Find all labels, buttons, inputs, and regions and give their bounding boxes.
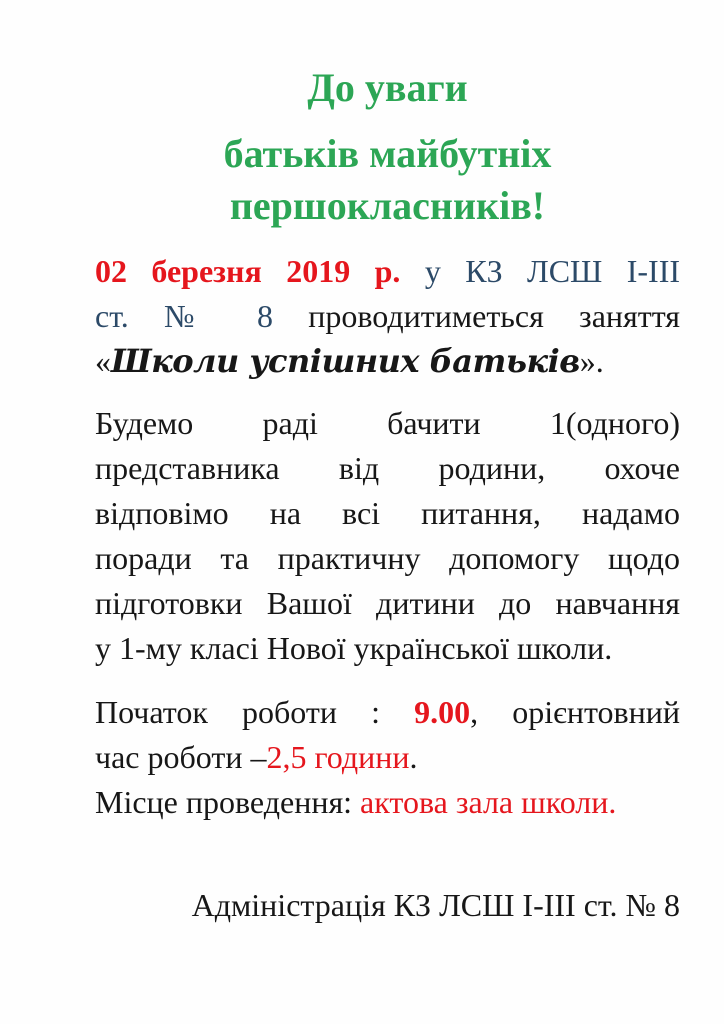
paragraph-line: підготовки Вашої дитини до навчання: [95, 585, 680, 621]
place-value: актова зала школи.: [360, 784, 617, 820]
school-abbreviation-cont: ст. № 8: [95, 298, 274, 334]
page-title: [95, 62, 680, 232]
place-line: [95, 780, 680, 825]
paragraph-line: Будемо раді бачити 1(одного): [95, 405, 680, 441]
intro-line-1: [95, 249, 680, 294]
intro-verb: проводитиметься: [308, 298, 544, 334]
main-paragraph: [95, 401, 680, 671]
paragraph-line: представника від родини, охоче: [95, 450, 680, 486]
school-abbreviation: КЗ ЛСШ І-ІІІ: [465, 253, 681, 289]
start-time-value: 9.00: [414, 694, 471, 730]
event-year: 2019 р.: [286, 253, 401, 289]
document-body: [95, 249, 680, 928]
intro-line-2: [95, 294, 680, 339]
title-line-2: батьків майбутніх: [223, 131, 552, 176]
duration-end: .: [409, 739, 418, 775]
start-time-line: [95, 690, 680, 735]
paragraph-line: відповімо на всі питання, надамо: [95, 495, 680, 531]
intro-line-3: [95, 339, 680, 384]
intro-paragraph: [95, 249, 680, 384]
place-label: Місце проведення:: [95, 784, 353, 820]
title-line-1: До уваги: [307, 65, 468, 110]
quote-open: «: [95, 343, 111, 379]
quote-close: ».: [579, 343, 604, 379]
paragraph-line: у 1-му класі Нової української школи.: [95, 630, 613, 666]
duration-value: 2,5 години: [266, 739, 410, 775]
start-time-label: Початок роботи :: [95, 694, 380, 730]
intro-noun: заняття: [579, 298, 680, 334]
duration-lead: час роботи –: [95, 739, 267, 775]
event-date: 02 березня: [95, 253, 262, 289]
quoted-school-name: Школи успішних батьків: [111, 342, 580, 380]
duration-line: [95, 735, 680, 780]
details-paragraph: [95, 690, 680, 825]
title-line-3: першокласників!: [229, 183, 546, 228]
preposition: у: [424, 253, 441, 289]
signature-line: Адміністрація КЗ ЛСШ І-ІІІ ст. № 8: [191, 887, 680, 923]
start-time-tail: , орієнтовний: [470, 694, 681, 730]
paragraph-line: поради та практичну допомогу щодо: [95, 540, 680, 576]
